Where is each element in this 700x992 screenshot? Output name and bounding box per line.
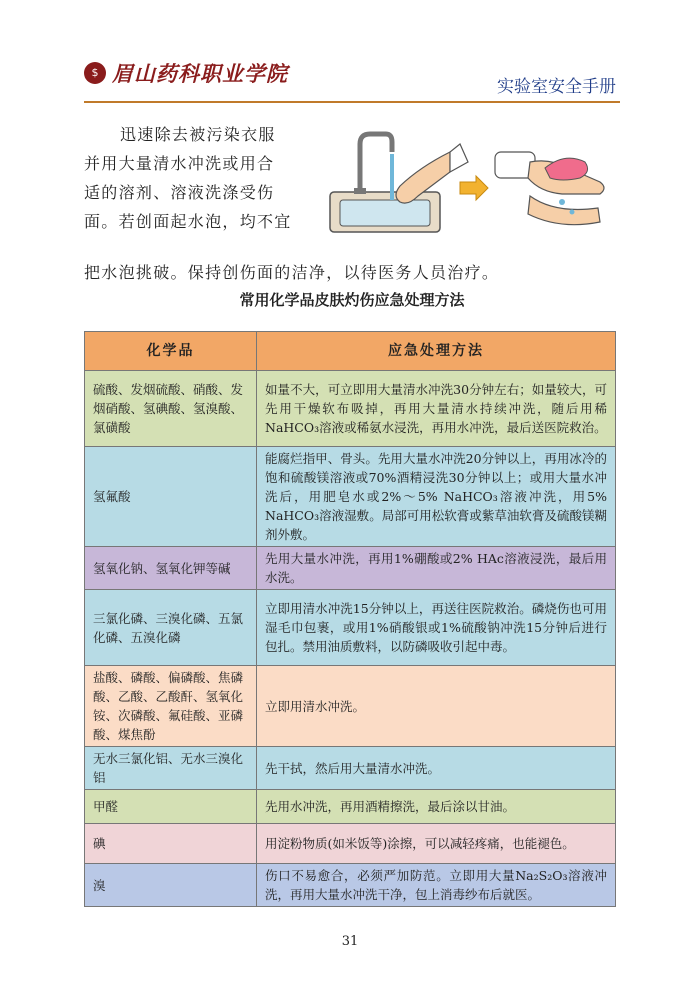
header-divider xyxy=(84,101,620,103)
hand-washing-illustration xyxy=(300,122,620,246)
table-row xyxy=(85,747,616,790)
table-row xyxy=(85,447,616,547)
table-header-row xyxy=(85,332,616,371)
page-header xyxy=(84,56,620,100)
method-cell: 如量不大，可立即用大量清水冲洗30分钟左右；如量较大，可先用干燥软布吸掉，再用大量清水持续冲洗，随后用稀NaHCO₃溶液或稀氨水浸洗，再用水冲洗，最后送医院救治。 xyxy=(257,371,616,447)
method-cell: 先用大量水冲洗，再用1%硼酸或2% HAc溶液浸洗，最后用水洗。 xyxy=(257,547,616,590)
intro-line: 并用大量清水冲洗或用合 xyxy=(84,154,275,173)
college-logo xyxy=(84,58,288,88)
chemical-burn-table xyxy=(84,331,616,907)
sink-icon xyxy=(330,192,440,232)
chemical-cell: 三氯化磷、三溴化磷、五氯化磷、五溴化磷 xyxy=(85,590,257,666)
table-row xyxy=(85,824,616,864)
handbook-title: 实验室安全手册 xyxy=(497,77,616,97)
intro-line: 迅速除去被污染衣服 xyxy=(120,125,276,144)
arrow-right-icon xyxy=(460,176,488,200)
chemical-cell: 碘 xyxy=(85,824,257,864)
method-cell: 用淀粉物质(如米饭等)涂擦，可以减轻疼痛，也能褪色。 xyxy=(257,824,616,864)
method-cell: 立即用清水冲洗。 xyxy=(257,666,616,747)
table-row xyxy=(85,666,616,747)
chemical-cell: 氢氟酸 xyxy=(85,447,257,547)
chemical-cell: 硫酸、发烟硫酸、硝酸、发烟硝酸、氢碘酸、氢溴酸、氯磺酸 xyxy=(85,371,257,447)
chemical-cell: 氢氧化钠、氢氧化钾等碱 xyxy=(85,547,257,590)
rinsing-hands-icon xyxy=(495,152,604,225)
method-cell: 立即用清水冲洗15分钟以上，再送往医院救治。磷烧伤也可用湿毛巾包裹，或用1%硝酸银或1%硫酸钠冲洗15分钟后进行包扎。禁用油质敷料，以防磷吸收引起中毒。 xyxy=(257,590,616,666)
chemical-cell: 盐酸、磷酸、偏磷酸、焦磷酸、乙酸、乙酸酐、氢氧化铵、次磷酸、氟硅酸、亚磷酸、煤焦酚 xyxy=(85,666,257,747)
column-header-chemical: 化学品 xyxy=(85,332,257,371)
intro-paragraph xyxy=(84,120,304,236)
method-cell: 伤口不易愈合，必须严加防范。立即用大量Na₂S₂O₃溶液冲洗，再用大量水冲洗干净，包上消毒纱布后就医。 xyxy=(257,864,616,907)
college-name: 眉山药科职业学院 xyxy=(112,61,288,86)
chemical-cell: 无水三氯化铝、无水三溴化铝 xyxy=(85,747,257,790)
column-header-method: 应急处理方法 xyxy=(257,332,616,371)
table-row xyxy=(85,371,616,447)
method-cell: 先用水冲洗，再用酒精擦洗，最后涂以甘油。 xyxy=(257,790,616,824)
table-row xyxy=(85,864,616,907)
intro-line: 面。若创面起水泡，均不宜 xyxy=(84,212,292,231)
table-row xyxy=(85,547,616,590)
chemical-cell: 甲醛 xyxy=(85,790,257,824)
method-cell: 能腐烂指甲、骨头。先用大量水冲洗20分钟以上，再用冰冷的饱和硫酸镁溶液或70%酒精浸洗30分钟以上；或用大量水冲洗后，用肥皂水或2%～5% NaHCO₃溶液冲洗，用5% NaHCO₃溶液湿敷。局部可用松软膏或紫草油软膏及硫酸镁糊剂外敷。 xyxy=(257,447,616,547)
table-title: 常用化学品皮肤灼伤应急处理方法 xyxy=(239,291,465,309)
college-seal-icon: $ xyxy=(84,62,106,84)
table-row xyxy=(85,590,616,666)
chemical-cell: 溴 xyxy=(85,864,257,907)
faucet-icon xyxy=(354,134,392,194)
method-cell: 先干拭，然后用大量清水冲洗。 xyxy=(257,747,616,790)
table-row xyxy=(85,790,616,824)
closing-paragraph: 把水泡挑破。保持创伤面的洁净，以待医务人员治疗。 xyxy=(84,263,500,282)
page-number: 31 xyxy=(341,934,359,949)
intro-line: 适的溶剂、溶液洗涤受伤 xyxy=(84,183,275,202)
